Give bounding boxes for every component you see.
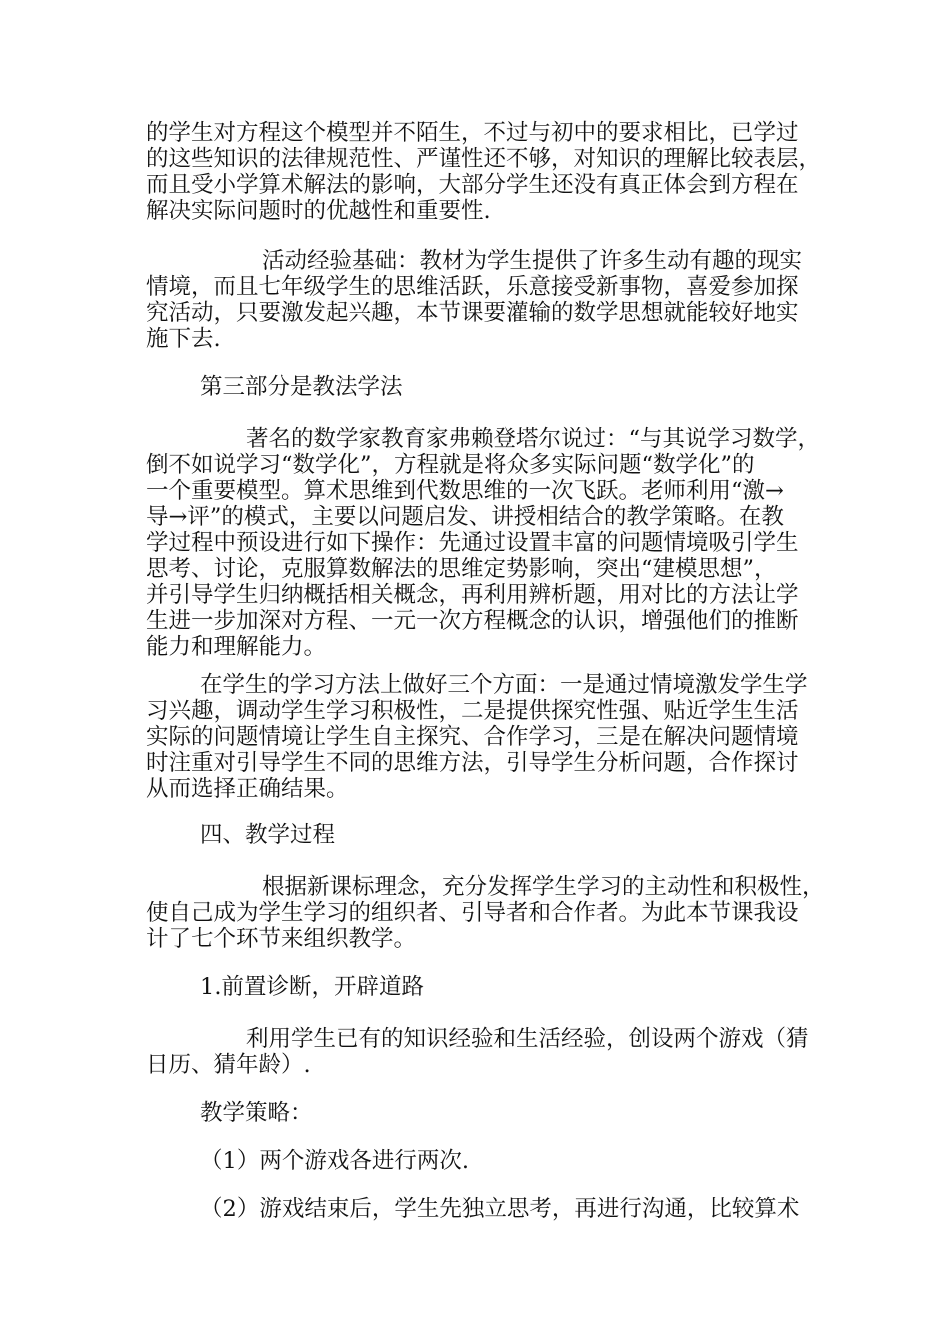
paragraph-games-intro	[146, 1026, 816, 1078]
text-line: 使自己成为学生学习的组织者、引导者和合作者。为此本节课我设	[146, 900, 799, 926]
text-line: 情境，而且七年级学生的思维活跃，乐意接受新事物，喜爱参加探	[146, 274, 799, 300]
text-line: 实际的问题情境让学生自主探究、合作学习，三是在解决问题情境	[146, 724, 799, 750]
text-line: 时注重对引导学生不同的思维方法，引导学生分析问题，合作探讨	[146, 750, 799, 776]
heading-line: 四、教学过程	[200, 822, 336, 848]
heading-line: 第三部分是教法学法	[200, 374, 403, 400]
section-heading-teaching-process	[146, 822, 816, 848]
heading-line: 教学策略：	[200, 1100, 313, 1126]
text-line: 计了七个环节来组织教学。	[146, 926, 417, 952]
text-line: 根据新课标理念，充分发挥学生学习的主动性和积极性，	[262, 874, 825, 900]
text-line: 从而选择正确结果。	[146, 776, 349, 802]
text-line: （2）游戏结束后，学生先独立思考，再进行沟通，比较算术	[200, 1196, 800, 1222]
list-item-strategy-1	[146, 1148, 816, 1174]
section-heading-part-three	[146, 374, 816, 400]
text-line: 能力和理解能力。	[146, 634, 327, 660]
paragraph-teaching-method	[146, 426, 821, 660]
text-line: 在学生的学习方法上做好三个方面：一是通过情境激发学生学	[200, 672, 808, 698]
subheading-step-one	[146, 974, 816, 1000]
text-line: 施下去.	[146, 326, 221, 352]
text-line: 学过程中预设进行如下操作：先通过设置丰富的问题情境吸引学生	[146, 530, 799, 556]
text-line: 生进一步加深对方程、一元一次方程概念的认识，增强他们的推断	[146, 608, 799, 634]
text-line: 解决实际问题时的优越性和重要性.	[146, 198, 491, 224]
paragraph-student-background	[146, 120, 822, 224]
list-item-strategy-2	[146, 1196, 816, 1222]
text-line: 活动经验基础：教材为学生提供了许多生动有趣的现实	[262, 248, 803, 274]
text-line: 而且受小学算术解法的影响，大部分学生还没有真正体会到方程在	[146, 172, 799, 198]
text-line: 究活动，只要激发起兴趣，本节课要灌输的数学思想就能较好地实	[146, 300, 799, 326]
text-line: 著名的数学家教育家弗赖登塔尔说过：“与其说学习数学，	[246, 426, 821, 452]
heading-line: 1.前置诊断，开辟道路	[200, 974, 424, 1000]
text-line: 导→评”的模式，主要以问题启发、讲授相结合的教学策略。在教	[146, 504, 784, 530]
paragraph-curriculum-concept	[146, 874, 825, 952]
text-line: 一个重要模型。算术思维到代数思维的一次飞跃。老师利用“激→	[146, 478, 784, 504]
subheading-teaching-strategy	[146, 1100, 816, 1126]
text-line: （1）两个游戏各进行两次.	[200, 1148, 469, 1174]
text-line: 习兴趣，调动学生学习积极性，二是提供探究性强、贴近学生生活	[146, 698, 799, 724]
text-line: 倒不如说学习“数学化”，方程就是将众多实际问题“数学化”的	[146, 452, 755, 478]
text-line: 并引导学生归纳概括相关概念，再利用辨析题，用对比的方法让学	[146, 582, 799, 608]
paragraph-activity-experience	[146, 248, 816, 352]
text-line: 的这些知识的法律规范性、严谨性还不够，对知识的理解比较表层，	[146, 146, 822, 172]
text-line: 的学生对方程这个模型并不陌生，不过与初中的要求相比，已学过	[146, 120, 799, 146]
text-line: 利用学生已有的知识经验和生活经验，创设两个游戏（猜	[246, 1026, 809, 1052]
text-line: 思考、讨论，克服算数解法的思维定势影响，突出“建模思想”，	[146, 556, 777, 582]
text-line: 日历、猜年龄）.	[146, 1052, 311, 1078]
paragraph-learning-method	[146, 672, 816, 802]
